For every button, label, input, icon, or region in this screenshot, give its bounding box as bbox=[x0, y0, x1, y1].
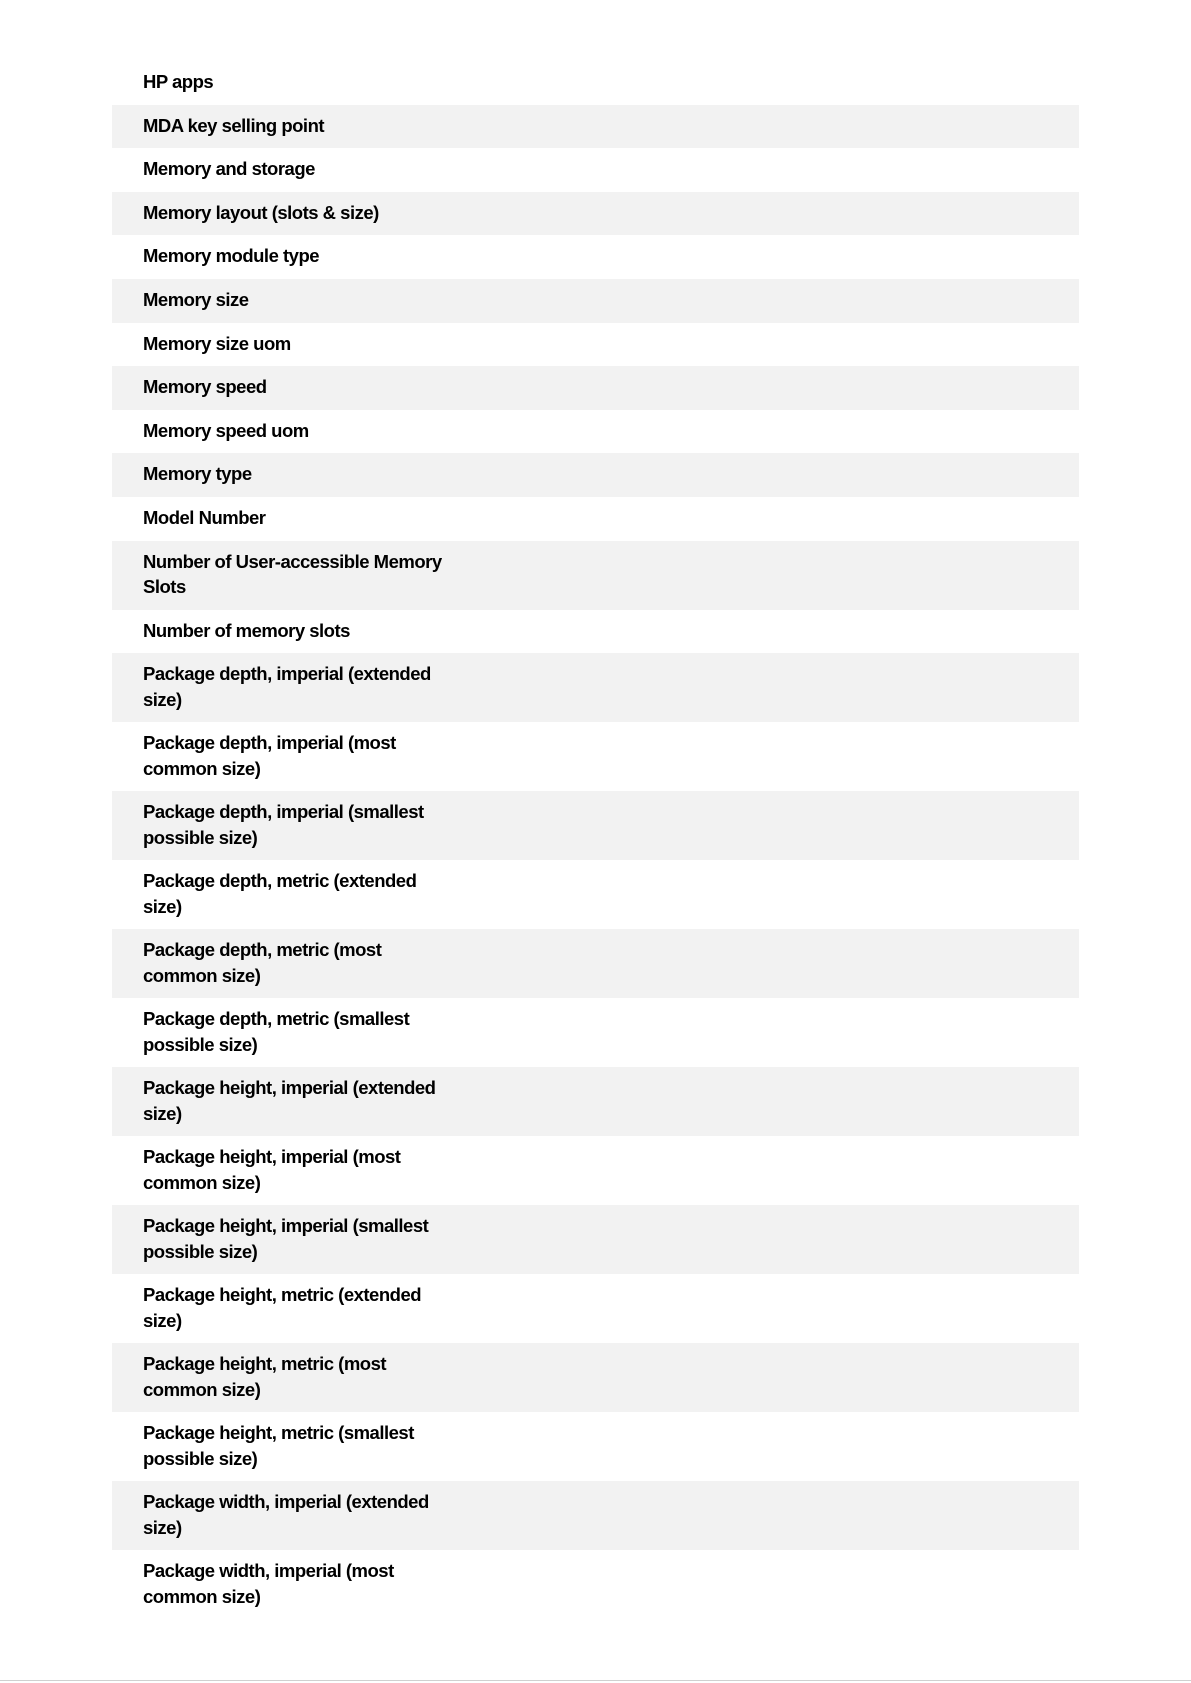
spec-row bbox=[112, 410, 1079, 454]
spec-row bbox=[112, 860, 1079, 929]
spec-label: Memory module type bbox=[143, 245, 320, 267]
spec-row bbox=[112, 366, 1079, 410]
spec-row bbox=[112, 1412, 1079, 1481]
spec-label: Package height, metric (extended size) bbox=[143, 1284, 422, 1331]
spec-row bbox=[112, 791, 1079, 860]
spec-row bbox=[112, 541, 1079, 610]
spec-row bbox=[112, 279, 1079, 323]
spec-row bbox=[112, 105, 1079, 149]
spec-label: Package width, imperial (most common size) bbox=[143, 1560, 394, 1607]
spec-label: Memory size bbox=[143, 288, 249, 310]
spec-label: Package height, imperial (most common size) bbox=[143, 1146, 401, 1193]
spec-label: Number of User-accessible Memory Slots bbox=[143, 550, 442, 598]
spec-row bbox=[112, 148, 1079, 192]
spec-label: Package depth, metric (most common size) bbox=[143, 939, 382, 986]
spec-row bbox=[112, 1343, 1079, 1412]
spec-row bbox=[112, 1067, 1079, 1136]
spec-row bbox=[112, 1481, 1079, 1550]
spec-label: Package depth, imperial (smallest possible size) bbox=[143, 801, 424, 848]
spec-table bbox=[112, 61, 1079, 1619]
spec-label: Package height, metric (smallest possible size) bbox=[143, 1422, 414, 1469]
spec-label: Memory type bbox=[143, 463, 252, 485]
spec-label: Model Number bbox=[143, 506, 266, 528]
footer-rule bbox=[0, 1680, 1191, 1681]
spec-row bbox=[112, 453, 1079, 497]
spec-label: Package width, imperial (extended size) bbox=[143, 1491, 429, 1538]
spec-label: Package depth, imperial (most common size) bbox=[143, 732, 396, 779]
spec-row bbox=[112, 1550, 1079, 1619]
spec-label: Memory and storage bbox=[143, 158, 315, 180]
spec-label: Number of memory slots bbox=[143, 619, 350, 641]
spec-label: Package height, imperial (extended size) bbox=[143, 1077, 436, 1124]
spec-label: Package depth, imperial (extended size) bbox=[143, 663, 431, 710]
spec-row bbox=[112, 1274, 1079, 1343]
spec-row bbox=[112, 1136, 1079, 1205]
spec-row bbox=[112, 235, 1079, 279]
spec-label: Memory speed uom bbox=[143, 419, 309, 441]
spec-row bbox=[112, 929, 1079, 998]
spec-row bbox=[112, 653, 1079, 722]
spec-label: Memory speed bbox=[143, 376, 267, 398]
spec-row bbox=[112, 998, 1079, 1067]
spec-label: Memory layout (slots & size) bbox=[143, 201, 379, 223]
spec-label: Package height, imperial (smallest possible size) bbox=[143, 1215, 429, 1262]
spec-label: Package depth, metric (smallest possible size) bbox=[143, 1008, 410, 1055]
spec-row bbox=[112, 610, 1079, 654]
spec-row bbox=[112, 192, 1079, 236]
spec-label: MDA key selling point bbox=[143, 114, 325, 136]
spec-label: Package height, metric (most common size) bbox=[143, 1353, 387, 1400]
spec-label: Memory size uom bbox=[143, 332, 291, 354]
spec-label: HP apps bbox=[143, 71, 214, 92]
spec-label: Package depth, metric (extended size) bbox=[143, 870, 417, 917]
spec-row bbox=[112, 497, 1079, 541]
spec-row bbox=[112, 722, 1079, 791]
spec-row bbox=[112, 323, 1079, 367]
spec-row bbox=[112, 1205, 1079, 1274]
spec-row bbox=[112, 61, 1079, 105]
